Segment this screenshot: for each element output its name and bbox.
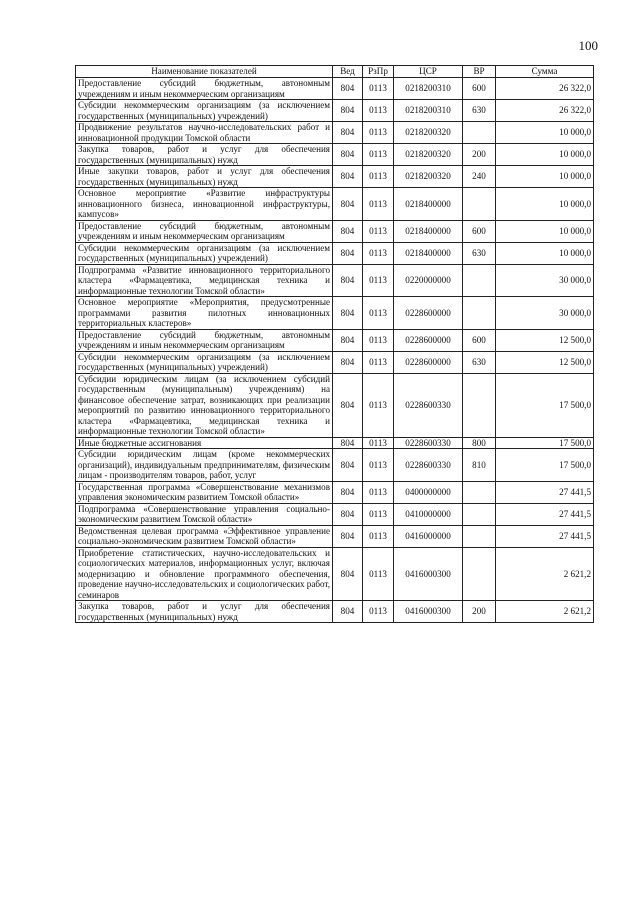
table-row xyxy=(76,329,594,351)
table-body xyxy=(76,78,594,623)
cell-ved: 804 xyxy=(333,297,363,330)
cell-rzpr: 0113 xyxy=(363,188,394,221)
cell-vr: 600 xyxy=(463,329,496,351)
cell-name: Подпрограмма «Развитие инновационного территориального кластера «Фармацевтика, медицинская техника и информационные технологии Томской области» xyxy=(76,264,333,297)
cell-name: Государственная программа «Совершенствование механизмов управления экономическим развитием Томской области» xyxy=(76,481,333,503)
cell-sum: 17 500,0 xyxy=(496,373,594,437)
cell-csr: 0400000000 xyxy=(394,481,463,503)
cell-sum: 2 621,2 xyxy=(496,547,594,601)
cell-rzpr: 0113 xyxy=(363,329,394,351)
cell-ved: 804 xyxy=(333,122,363,144)
cell-sum: 10 000,0 xyxy=(496,166,594,188)
header-rzpr: РзПр xyxy=(363,66,394,78)
cell-vr xyxy=(463,122,496,144)
header-ved: Вед xyxy=(333,66,363,78)
cell-csr: 0220000000 xyxy=(394,264,463,297)
page-number: 100 xyxy=(578,38,598,53)
cell-name: Субсидии некоммерческим организациям (за исключением государственных (муниципальных) учреждений) xyxy=(76,242,333,264)
cell-csr: 0416000000 xyxy=(394,525,463,547)
cell-csr: 0228600330 xyxy=(394,373,463,437)
cell-vr xyxy=(463,547,496,601)
cell-name: Подпрограмма «Совершенствование управления социально-экономическим развитием Томской области» xyxy=(76,503,333,525)
cell-vr xyxy=(463,188,496,221)
table-row xyxy=(76,601,594,623)
cell-csr: 0228600000 xyxy=(394,351,463,373)
cell-rzpr: 0113 xyxy=(363,166,394,188)
cell-vr xyxy=(463,264,496,297)
cell-csr: 0218400000 xyxy=(394,188,463,221)
cell-vr: 800 xyxy=(463,437,496,449)
cell-csr: 0416000300 xyxy=(394,547,463,601)
table-row xyxy=(76,547,594,601)
cell-rzpr: 0113 xyxy=(363,264,394,297)
cell-rzpr: 0113 xyxy=(363,601,394,623)
cell-ved: 804 xyxy=(333,220,363,242)
cell-csr: 0228600330 xyxy=(394,437,463,449)
header-vr: ВР xyxy=(463,66,496,78)
cell-ved: 804 xyxy=(333,144,363,166)
cell-sum: 12 500,0 xyxy=(496,351,594,373)
cell-vr: 810 xyxy=(463,449,496,482)
cell-csr: 0218400000 xyxy=(394,220,463,242)
cell-vr xyxy=(463,503,496,525)
cell-sum: 10 000,0 xyxy=(496,220,594,242)
cell-ved: 804 xyxy=(333,525,363,547)
cell-rzpr: 0113 xyxy=(363,78,394,100)
cell-csr: 0218200320 xyxy=(394,144,463,166)
cell-ved: 804 xyxy=(333,601,363,623)
cell-name: Предоставление субсидий бюджетным, автономным учреждениям и иным некоммерческим организациям xyxy=(76,78,333,100)
table-row xyxy=(76,100,594,122)
cell-sum: 26 322,0 xyxy=(496,78,594,100)
cell-name: Иные бюджетные ассигнования xyxy=(76,437,333,449)
cell-name: Закупка товаров, работ и услуг для обеспечения государственных (муниципальных) нужд xyxy=(76,144,333,166)
cell-csr: 0416000300 xyxy=(394,601,463,623)
cell-rzpr: 0113 xyxy=(363,449,394,482)
cell-sum: 27 441,5 xyxy=(496,525,594,547)
table-row xyxy=(76,297,594,330)
cell-ved: 804 xyxy=(333,188,363,221)
table-row xyxy=(76,503,594,525)
cell-vr: 630 xyxy=(463,351,496,373)
cell-vr: 600 xyxy=(463,78,496,100)
table-row xyxy=(76,264,594,297)
table-row xyxy=(76,188,594,221)
cell-rzpr: 0113 xyxy=(363,503,394,525)
cell-rzpr: 0113 xyxy=(363,437,394,449)
cell-ved: 804 xyxy=(333,329,363,351)
cell-csr: 0218200320 xyxy=(394,122,463,144)
cell-sum: 10 000,0 xyxy=(496,242,594,264)
table-row xyxy=(76,373,594,437)
cell-vr: 200 xyxy=(463,144,496,166)
cell-ved: 804 xyxy=(333,351,363,373)
cell-rzpr: 0113 xyxy=(363,242,394,264)
cell-csr: 0218400000 xyxy=(394,242,463,264)
cell-vr: 630 xyxy=(463,100,496,122)
budget-table xyxy=(75,65,594,623)
table-row xyxy=(76,242,594,264)
cell-sum: 30 000,0 xyxy=(496,297,594,330)
cell-vr xyxy=(463,373,496,437)
table-row xyxy=(76,166,594,188)
cell-name: Субсидии юридическим лицам (за исключением субсидий государственным (муниципальным) учреждениям) на финансовое обеспечение затрат, возникающих при реализации мероприятий по развитию инновационного территориального кластера «Фармацевтика, медицинская техника и информационные технологии Томской области» xyxy=(76,373,333,437)
cell-name: Предоставление субсидий бюджетным, автономным учреждениям и иным некоммерческим организациям xyxy=(76,329,333,351)
cell-rzpr: 0113 xyxy=(363,525,394,547)
cell-csr: 0218200310 xyxy=(394,78,463,100)
cell-name: Закупка товаров, работ и услуг для обеспечения государственных (муниципальных) нужд xyxy=(76,601,333,623)
cell-name: Основное мероприятие «Мероприятия, предусмотренные программами развития пилотных инновационных территориальных кластеров» xyxy=(76,297,333,330)
cell-ved: 804 xyxy=(333,437,363,449)
table-header-row xyxy=(76,66,594,78)
cell-csr: 0218200310 xyxy=(394,100,463,122)
table-row xyxy=(76,525,594,547)
cell-sum: 27 441,5 xyxy=(496,503,594,525)
cell-ved: 804 xyxy=(333,481,363,503)
cell-name: Предоставление субсидий бюджетным, автономным учреждениям и иным некоммерческим организациям xyxy=(76,220,333,242)
cell-rzpr: 0113 xyxy=(363,481,394,503)
table-row xyxy=(76,78,594,100)
cell-sum: 26 322,0 xyxy=(496,100,594,122)
cell-name: Приобретение статистических, научно-исследовательских и социологических материалов, информационных услуг, включая модернизацию и обновление программного обеспечения, проведение научно-исследовательских и социологических работ, семинаров xyxy=(76,547,333,601)
cell-ved: 804 xyxy=(333,100,363,122)
cell-name: Иные закупки товаров, работ и услуг для обеспечения государственных (муниципальных) нужд xyxy=(76,166,333,188)
table-row xyxy=(76,449,594,482)
cell-sum: 12 500,0 xyxy=(496,329,594,351)
table-row xyxy=(76,144,594,166)
cell-ved: 804 xyxy=(333,503,363,525)
cell-name: Субсидии некоммерческим организациям (за исключением государственных (муниципальных) учреждений) xyxy=(76,351,333,373)
cell-csr: 0228600000 xyxy=(394,329,463,351)
cell-name: Основное мероприятие «Развитие инфраструктуры инновационного бизнеса, инновационной инфраструктуры, кампусов» xyxy=(76,188,333,221)
cell-vr: 630 xyxy=(463,242,496,264)
cell-ved: 804 xyxy=(333,242,363,264)
cell-ved: 804 xyxy=(333,547,363,601)
header-name: Наименование показателей xyxy=(76,66,333,78)
cell-rzpr: 0113 xyxy=(363,297,394,330)
cell-vr xyxy=(463,481,496,503)
cell-csr: 0228600000 xyxy=(394,297,463,330)
cell-vr: 240 xyxy=(463,166,496,188)
cell-ved: 804 xyxy=(333,373,363,437)
cell-name: Ведомственная целевая программа «Эффективное управление социально-экономическим развитием Томской области» xyxy=(76,525,333,547)
cell-name: Продвижение результатов научно-исследовательских работ и инновационной продукции Томской области xyxy=(76,122,333,144)
cell-csr: 0228600330 xyxy=(394,449,463,482)
cell-sum: 2 621,2 xyxy=(496,601,594,623)
cell-rzpr: 0113 xyxy=(363,122,394,144)
cell-rzpr: 0113 xyxy=(363,144,394,166)
header-sum: Сумма xyxy=(496,66,594,78)
table-row xyxy=(76,122,594,144)
cell-csr: 0410000000 xyxy=(394,503,463,525)
table-row xyxy=(76,351,594,373)
cell-ved: 804 xyxy=(333,264,363,297)
cell-rzpr: 0113 xyxy=(363,100,394,122)
cell-sum: 10 000,0 xyxy=(496,144,594,166)
cell-sum: 10 000,0 xyxy=(496,122,594,144)
cell-ved: 804 xyxy=(333,166,363,188)
cell-name: Субсидии некоммерческим организациям (за исключением государственных (муниципальных) учреждений) xyxy=(76,100,333,122)
table-row xyxy=(76,481,594,503)
cell-sum: 17 500,0 xyxy=(496,437,594,449)
cell-ved: 804 xyxy=(333,78,363,100)
cell-vr xyxy=(463,297,496,330)
cell-rzpr: 0113 xyxy=(363,547,394,601)
header-csr: ЦСР xyxy=(394,66,463,78)
cell-sum: 27 441,5 xyxy=(496,481,594,503)
cell-vr: 200 xyxy=(463,601,496,623)
cell-csr: 0218200320 xyxy=(394,166,463,188)
cell-rzpr: 0113 xyxy=(363,373,394,437)
cell-vr xyxy=(463,525,496,547)
cell-sum: 17 500,0 xyxy=(496,449,594,482)
cell-ved: 804 xyxy=(333,449,363,482)
cell-vr: 600 xyxy=(463,220,496,242)
cell-rzpr: 0113 xyxy=(363,351,394,373)
cell-rzpr: 0113 xyxy=(363,220,394,242)
cell-sum: 10 000,0 xyxy=(496,188,594,221)
cell-name: Субсидии юридическим лицам (кроме некоммерческих организаций), индивидуальным предпринимателям, физическим лицам - производителям товаров, работ, услуг xyxy=(76,449,333,482)
table-row xyxy=(76,220,594,242)
cell-sum: 30 000,0 xyxy=(496,264,594,297)
table-row xyxy=(76,437,594,449)
